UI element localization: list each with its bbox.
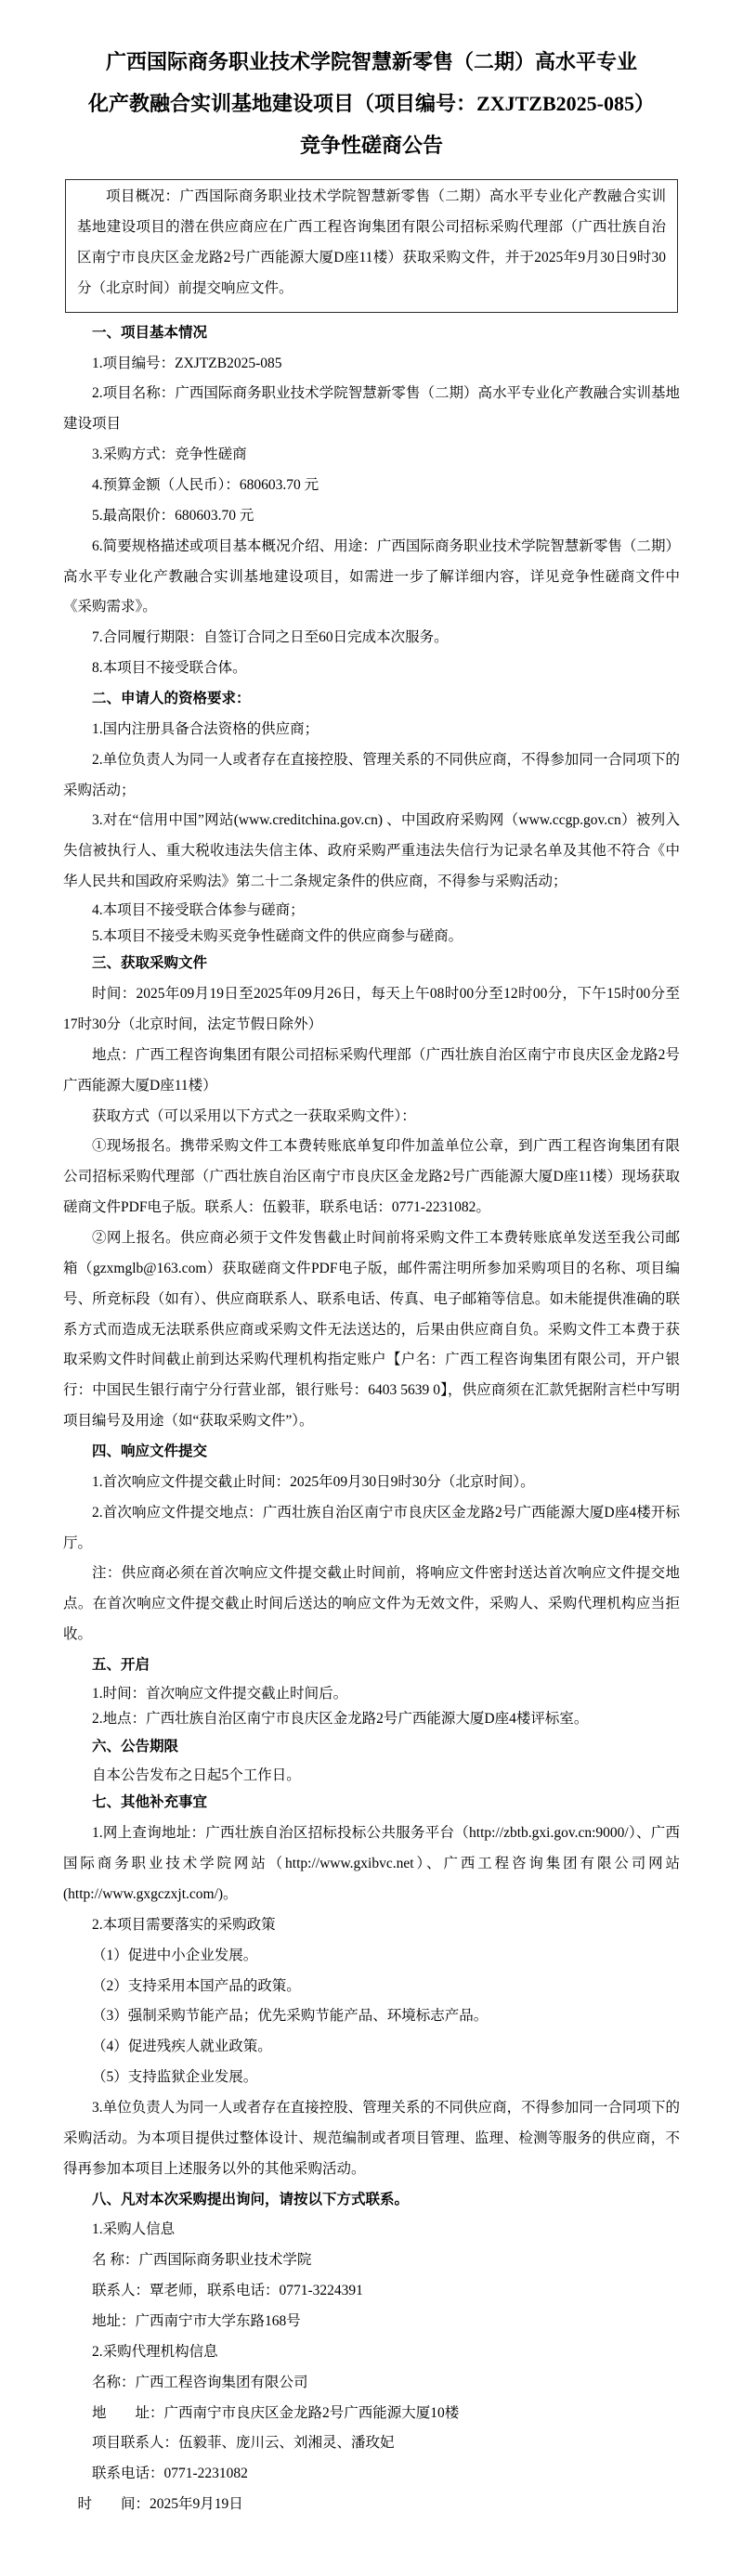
announcement-date: 时 间：2025年9月19日 bbox=[77, 2496, 243, 2513]
policy-item-3: （3）强制采购节能产品；优先采购节能产品、环境标志产品。 bbox=[92, 2008, 489, 2025]
title-line-1: 广西国际商务职业技术学院智慧新零售（二期）高水平专业 bbox=[105, 50, 637, 73]
document-title bbox=[63, 41, 680, 166]
section-5-heading: 五、开启 bbox=[92, 1656, 150, 1673]
procurement-policy-title: 2.本项目需要落实的采购政策 bbox=[92, 1916, 276, 1933]
title-line-3: 竞争性磋商公告 bbox=[299, 134, 443, 158]
budget-amount: 4.预算金额（人民币）：680603.70 元 bbox=[92, 477, 319, 494]
project-number: 1.项目编号：ZXJTZB2025-085 bbox=[92, 355, 282, 371]
doc-obtain-location: 地点：广西工程咨询集团有限公司招标采购代理部（广西壮族自治区南宁市良庆区金龙路2号广西能源大厦D座11楼） bbox=[63, 1046, 680, 1094]
response-location: 2.首次响应文件提交地点：广西壮族自治区南宁市良庆区金龙路2号广西能源大厦D座4楼开标厅。 bbox=[63, 1504, 680, 1551]
title-line-2: 化产教融合实训基地建设项目（项目编号：ZXJTZB2025-085） bbox=[88, 92, 655, 116]
qualification-item-5: 5.本项目不接受未购买竞争性磋商文件的供应商参与磋商。 bbox=[92, 927, 463, 944]
purchaser-contact: 联系人：覃老师，联系电话：0771-3224391 bbox=[92, 2283, 363, 2299]
opening-location: 2.地点：广西壮族自治区南宁市良庆区金龙路2号广西能源大厦D座4楼评标室。 bbox=[92, 1711, 589, 1728]
doc-obtain-method: 获取方式（可以采用以下方式之一获取采购文件）： bbox=[92, 1107, 416, 1124]
qualification-item-1: 1.国内注册具备合法资格的供应商； bbox=[92, 720, 319, 737]
section-2-heading: 二、申请人的资格要求： bbox=[92, 691, 251, 707]
section-8-heading: 八、凡对本次采购提出询问，请按以下方式联系。 bbox=[92, 2191, 410, 2207]
purchaser-name: 名 称：广西国际商务职业技术学院 bbox=[92, 2252, 312, 2269]
response-note: 注：供应商必须在首次响应文件提交截止时间前，将响应文件密封送达首次响应文件提交地点。在首次响应文件提交截止时间后送达的响应文件为无效文件，采购人、采购代理机构应当拒收。 bbox=[63, 1565, 680, 1643]
online-registration: ②网上报名。供应商必须于文件发售截止时间前将采购文件工本费转账底单发送至我公司邮箱（gzxmglb@163.com）获取磋商文件PDF电子版，邮件需注明所参加采购项目的名称、项目编号、所竞标段（如有）、供应商联系人、联系电话、传真、电子邮箱等信息。如未能提供准确的联系方式而造成无法联系供应商或采购文件无法送达的，后果由供应商自负。采购文件工本费于获取采购文件时间截止前到达采购代理机构指定账户【户名：广西工程咨询集团有限公司，开户银行：中国民生银行南宁分行营业部，银行账号：6403 5639 0】，供应商须在汇款凭据附言栏中写明项目编号及用途（如“获取采购文件”）。 bbox=[63, 1229, 680, 1430]
agency-name: 名称：广西工程咨询集团有限公司 bbox=[92, 2374, 308, 2390]
section-6-heading: 六、公告期限 bbox=[92, 1738, 179, 1754]
purchaser-info-title: 1.采购人信息 bbox=[92, 2221, 176, 2238]
doc-obtain-time: 时间：2025年09月19日至2025年09月26日，每天上午08时00分至12时00分，下午15时00分至17时30分（北京时间，法定节假日除外） bbox=[63, 986, 680, 1032]
max-price: 5.最高限价：680603.70 元 bbox=[92, 507, 254, 524]
online-query-address: 1.网上查询地址：广西壮族自治区招标投标公共服务平台（http://zbtb.gxi.gov.cn:9000/）、广西国际商务职业技术学院网站（http://www.gxibvc.net）、广西工程咨询集团有限公司网站(http://www.gxgczxjt.com/)。 bbox=[63, 1825, 680, 1902]
procurement-method: 3.采购方式：竞争性磋商 bbox=[92, 447, 247, 463]
onsite-registration: ①现场报名。携带采购文件工本费转账底单复印件加盖单位公章，到广西工程咨询集团有限公司招标采购代理部（广西壮族自治区南宁市良庆区金龙路2号广西能源大厦D座11楼）现场获取磋商文件PDF电子版。联系人：伍毅菲，联系电话：0771-2231082。 bbox=[63, 1138, 680, 1216]
announcement-period: 自本公告发布之日起5个工作日。 bbox=[92, 1767, 301, 1783]
section-7-heading: 七、其他补充事宜 bbox=[92, 1794, 208, 1811]
policy-item-4: （4）促进残疾人就业政策。 bbox=[92, 2039, 272, 2055]
agency-info-title: 2.采购代理机构信息 bbox=[92, 2343, 218, 2360]
project-description: 6.简要规格描述或项目基本概况介绍、用途：广西国际商务职业技术学院智慧新零售（二期）高水平专业化产教融合实训基地建设项目，如需进一步了解详细内容，详见竞争性磋商文件中《采购需求》。 bbox=[63, 537, 680, 615]
policy-item-5: （5）支持监狱企业发展。 bbox=[92, 2069, 258, 2086]
response-deadline: 1.首次响应文件提交截止时间：2025年09月30日9时30分（北京时间）。 bbox=[92, 1473, 535, 1490]
section-3-heading: 三、获取采购文件 bbox=[92, 955, 208, 972]
project-name: 2.项目名称：广西国际商务职业技术学院智慧新零售（二期）高水平专业化产教融合实训基地建设项目 bbox=[63, 385, 680, 433]
section-1-heading: 一、项目基本情况 bbox=[92, 324, 208, 341]
policy-item-1: （1）促进中小企业发展。 bbox=[92, 1947, 258, 1963]
restriction-note: 3.单位负责人为同一人或者存在直接控股、管理关系的不同供应商，不得参加同一合同项下的采购活动。为本项目提供过整体设计、规范编制或者项目管理、监理、检测等服务的供应商，不得再参加本项目上述服务以外的其他采购活动。 bbox=[63, 2100, 680, 2177]
agency-phone: 联系电话：0771-2231082 bbox=[92, 2466, 248, 2482]
policy-item-2: （2）支持采用本国产品的政策。 bbox=[92, 1977, 301, 1994]
contract-period: 7.合同履行期限：自签订合同之日至60日完成本次服务。 bbox=[92, 629, 449, 646]
opening-time: 1.时间：首次响应文件提交截止时间后。 bbox=[92, 1685, 348, 1702]
project-overview-text: 项目概况：广西国际商务职业技术学院智慧新零售（二期）高水平专业化产教融合实训基地建设项目的潜在供应商应在广西工程咨询集团有限公司招标采购代理部（广西壮族自治区南宁市良庆区金龙路2号广西能源大厦D座11楼）获取采购文件，并于2025年9月30日9时30分（北京时间）前提交响应文件。 bbox=[77, 188, 666, 296]
agency-project-contacts: 项目联系人：伍毅菲、庞川云、刘湘灵、潘玫妃 bbox=[92, 2435, 395, 2452]
qualification-item-2: 2.单位负责人为同一人或者存在直接控股、管理关系的不同供应商，不得参加同一合同项下的采购活动； bbox=[63, 751, 680, 798]
purchaser-address: 地址：广西南宁市大学东路168号 bbox=[92, 2313, 301, 2330]
agency-address: 地 址：广西南宁市良庆区金龙路2号广西能源大厦10楼 bbox=[92, 2404, 460, 2421]
qualification-item-3: 3.对在“信用中国”网站(www.creditchina.gov.cn) 、中国政府采购网（www.ccgp.gov.cn）被列入失信被执行人、重大税收违法失信主体、政府采购严重违法失信行为记录名单及其他不符合《中华人民共和国政府采购法》第二十二条规定条件的供应商，不得参与采购活动； bbox=[63, 812, 680, 890]
qualification-item-4: 4.本项目不接受联合体参与磋商； bbox=[92, 902, 305, 919]
project-overview-box bbox=[65, 179, 678, 312]
section-4-heading: 四、响应文件提交 bbox=[92, 1443, 208, 1459]
no-consortium-note: 8.本项目不接受联合体。 bbox=[92, 660, 247, 677]
